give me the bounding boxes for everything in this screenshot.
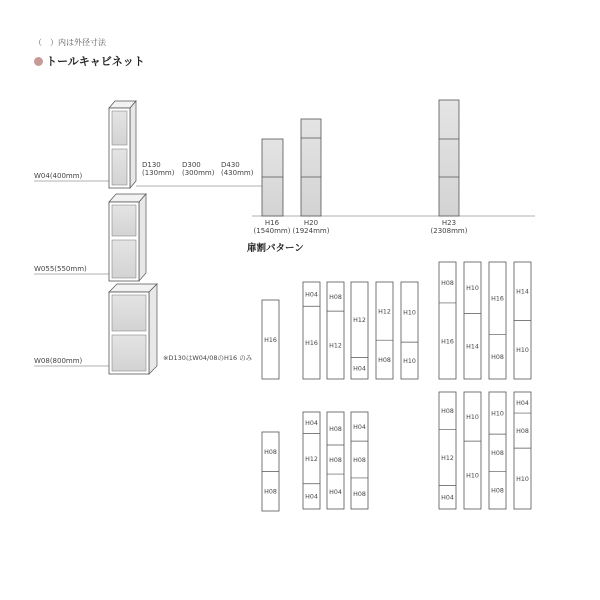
door-segment-label: H04	[329, 488, 342, 496]
door-pattern	[401, 282, 418, 379]
door-pattern	[439, 392, 456, 509]
door-segment-label: H14	[466, 343, 479, 351]
dimension-note: （ ）内は外径寸法	[34, 38, 106, 47]
cabinet-w08	[109, 284, 157, 374]
door-pattern	[514, 262, 531, 379]
cabinet-w04	[109, 101, 136, 188]
door-segment-label: H12	[441, 454, 454, 462]
height-size-h16: (1540mm)	[253, 227, 291, 235]
depth-code-d130: D130	[142, 161, 161, 169]
door-pattern-frame	[376, 282, 393, 379]
door-segment-label: H04	[305, 291, 318, 299]
door-segment-label: H16	[441, 338, 454, 346]
door-segment-label: H10	[403, 309, 416, 317]
height-code-h16: H16	[264, 219, 280, 227]
door-pattern-frame	[464, 262, 481, 379]
door-segment-label: H08	[329, 425, 342, 433]
door-segment-label: H10	[516, 475, 529, 483]
door-segment-label: H10	[466, 285, 479, 293]
door-pattern	[489, 262, 506, 379]
door-segment-label: H04	[305, 419, 318, 427]
door-segment-label: H08	[441, 279, 454, 287]
door-pattern	[262, 432, 279, 511]
door-segment-label: H14	[516, 288, 529, 296]
door-pattern	[262, 300, 279, 379]
depth-size-d300: (300mm)	[182, 169, 215, 177]
door-segment-label: H12	[329, 342, 342, 350]
door-pattern	[327, 412, 344, 509]
door-pattern	[303, 282, 320, 379]
door-pattern	[303, 412, 320, 509]
door-segment-label: H10	[516, 347, 529, 355]
door-segment-label: H08	[491, 354, 504, 362]
door-segment-label: H08	[441, 408, 454, 416]
door-pattern-title: 扉割パターン	[247, 243, 304, 254]
door-pattern	[439, 262, 456, 379]
door-pattern	[464, 262, 481, 379]
door-segment-label: H08	[329, 456, 342, 464]
depth-code-d300: D300	[182, 161, 201, 169]
door-segment-label: H10	[466, 472, 479, 480]
door-patterns	[262, 262, 531, 511]
door-pattern	[514, 392, 531, 509]
door-segment-label: H08	[353, 456, 366, 464]
door-segment-label: H08	[491, 450, 504, 458]
cabinet-h23	[439, 100, 459, 216]
height-code-h20: H20	[303, 219, 319, 227]
door-segment-label: H08	[378, 356, 391, 364]
cabinet-h16	[262, 139, 283, 216]
door-pattern-frame	[351, 282, 368, 379]
door-segment-label: H04	[305, 493, 318, 501]
door-segment-label: H16	[264, 336, 277, 344]
door-segment-label: H08	[264, 488, 277, 496]
door-segment-label: H10	[466, 413, 479, 421]
door-pattern-frame	[489, 262, 506, 379]
door-segment-label: H12	[305, 455, 318, 463]
cabinet-w055	[109, 194, 146, 281]
cabinet-h20	[301, 119, 321, 216]
width-label-w08: W08(800mm)	[34, 357, 83, 365]
door-segment-label: H16	[305, 339, 318, 347]
depth-footnote: ※D130はW04/08のH16 のみ	[163, 354, 253, 362]
door-segment-label: H10	[403, 357, 416, 365]
door-segment-label: H04	[353, 423, 366, 431]
door-pattern-frame	[514, 392, 531, 509]
door-pattern	[351, 282, 368, 379]
depth-size-d130: (130mm)	[142, 169, 175, 177]
width-label-w055: W055(550mm)	[34, 265, 87, 273]
door-pattern	[376, 282, 393, 379]
section-title-text: トールキャビネット	[46, 55, 145, 68]
door-segment-label: H08	[353, 490, 366, 498]
height-size-h20: (1924mm)	[292, 227, 330, 235]
door-pattern-frame	[464, 392, 481, 509]
door-pattern	[327, 282, 344, 379]
door-segment-label: H08	[491, 487, 504, 495]
door-pattern	[351, 412, 368, 509]
door-segment-label: H08	[264, 449, 277, 457]
door-segment-label: H10	[491, 410, 504, 418]
door-segment-label: H12	[378, 308, 391, 316]
door-segment-label: H08	[329, 293, 342, 301]
door-segment-label: H12	[353, 317, 366, 325]
height-size-h23: (2308mm)	[430, 227, 468, 235]
height-code-h23: H23	[441, 219, 457, 227]
door-segment-label: H08	[516, 427, 529, 435]
door-segment-label: H04	[353, 365, 366, 373]
door-pattern	[464, 392, 481, 509]
door-segment-label: H04	[516, 399, 529, 407]
depth-code-d430: D430	[221, 161, 240, 169]
width-label-w04: W04(400mm)	[34, 172, 83, 180]
door-segment-label: H16	[491, 295, 504, 303]
door-segment-label: H04	[441, 494, 454, 502]
depth-size-d430: (430mm)	[221, 169, 254, 177]
door-pattern	[489, 392, 506, 509]
